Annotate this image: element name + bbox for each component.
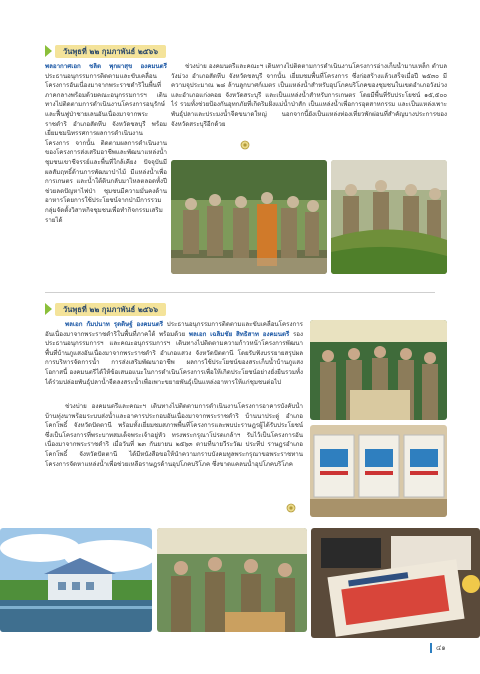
page-number-bar: [430, 643, 432, 653]
royal-emblem-icon: [240, 140, 250, 150]
section2-photo-fish-release: [311, 528, 480, 638]
section2-p2-body: ช่วงบ่าย องคมนตรีและคณะฯ เดินทางไปติดตามการดำเนินงานโครงการอาคารบังคับน้ำบ้านทุ่งนาพร้อมระบบส่งน้ำและอาคารประกอบอันเนื่องมาจากพระราชดำริ บ้านนาประดู่ อำเภอโคกโพธิ์ จังหวัดปัตตานี พร้อมทั้งเยี่ยมชมสภาพพื้นที่โครงการและพบปะราษฎรผู้ได้รับประโยชน์ ซึ่งเป็นโครงการที่พระบาทสมเด็จพระเจ้าอยู่หัว ทรงพระกรุณาโปรดเกล้าฯ รับไว้เป็นโครงการอันเนื่องมาจากพระราชดำริ เมื่อวันที่ ๒๓ กันยายน ๒๕๖๓ ตามที่นายวีระวัฒ ประทีป ราษฎรอำเภอโคกโพธิ์ จังหวัดปัตตานี ได้มีหนังสือขอให้นำความกราบบังคมทูลพระกรุณาขอพระราชทานโครงการจัดหาแหล่งน้ำเพื่อช่วยเหลือราษฎรด้านอุปโภคบริโภค ซึ่งขาดแคลนน้ำอุปโภคบริโภค: [45, 403, 303, 468]
section2-p1-body-a: ประธานอนุกรรมการติดตามและขับเคลื่อนโครงการอันเนื่องมาจากพระราชดำริในพื้นที่ภาคใต้ พร้อมด้วย: [45, 321, 303, 338]
section2-paragraph2: [45, 402, 303, 514]
section2-paragraph1: [45, 320, 303, 402]
chevron-right-icon: [45, 303, 52, 315]
section1-date-header: [45, 44, 166, 58]
section2-date: วันพุธที่ ๒๒ กุมภาพันธ์ ๒๕๖๖: [55, 303, 166, 316]
page-number: ๔๑: [436, 644, 446, 652]
section1-right-text: [171, 62, 447, 154]
section-divider: [45, 292, 435, 293]
chevron-right-icon: [45, 45, 52, 57]
section2-photo-officials: [157, 528, 307, 632]
section1-person-name: พลอากาศเอก ชลิต พุกผาสุข องคมนตรี: [45, 63, 167, 70]
section1-left-body: ประธานอนุกรรมการติดตามและขับเคลื่อนโครงการอันเนื่องมาจากพระราชดำริในพื้นที่ภาคกลางพร้อมด้วยคณะอนุกรรมการฯ เดินทางไปติดตามการดำเนินงานโครงการอนุรักษ์และฟื้นฟูป่าชายเลนอันเนื่องมาจากพระราชดำริ อำเภอสัตหีบ จังหวัดชลบุรี พร้อมเยี่ยมชมนิทรรศการผลการดำเนินงานโครงการ จากนั้น ติดตามผลการดำเนินงานของโครงการส่งเสริมอาชีพและพัฒนาแหล่งน้ำชุมชนเขาชีจรรย์และพื้นที่ใกล้เคียง ปัจจุบันมีผลสัมฤทธิ์ด้านการพัฒนาป่าไม้ มีแหล่งน้ำเพื่อการเกษตร และน้ำใต้ดินกลับมาไหลตลอดทั้งปี ช่วยลดปัญหาไฟป่า ชุมชนมีความมั่นคงด้านอาหารโดยการใช้ประโยชน์จากป่ามีการรวมกลุ่มจัดตั้งวิสาหกิจชุมชนเพื่อทำกิจกรรมเสริมรายได้: [45, 72, 167, 224]
section1-right-body: ช่วงบ่าย องคมนตรีและคณะฯ เดินทางไปติดตามการดำเนินงานโครงการอ่างเก็บน้ำมาบเหล็ก ตำบลวังม่วง อำเภอสัตหีบ จังหวัดชลบุรี จากนั้น เยี่ยมชมพื้นที่โครงการ ซึ่งก่อสร้างแล้วเสร็จเมื่อปี ๒๕๓๐ มีความจุประมาณ ๒๘ ล้านลูกบาศก์เมตร เป็นแหล่งน้ำสำหรับอุปโภคบริโภคของชุมชนในเขตอำเภอวังม่วงและอำเภอแก่งคอย จังหวัดสระบุรี และเป็นแหล่งน้ำสำหรับการเกษตร โดยมีพื้นที่รับประโยชน์ ๑๕,๕๐๐ ไร่ รวมทั้งช่วยป้องกันอุทกภัยที่เกิดริมฝั่งแม่น้ำป่าสัก เป็นแหล่งน้ำเพื่อการอุตสาหกรรม และเป็นแหล่งเพาะพันธุ์ปลาและประมงน้ำจืดขนาดใหญ่ นอกจากนี้ยังเป็นแหล่งท่องเที่ยวพักผ่อนที่สำคัญบางประการของจังหวัดสระบุรีอีกด้วย: [171, 63, 447, 128]
royal-emblem-icon: [286, 503, 296, 513]
section2-photo-meeting: [310, 320, 447, 420]
section1-left-text: [45, 62, 167, 272]
section2-photo-water-building: [0, 528, 152, 632]
section1-photo-group-visit: [171, 160, 327, 274]
section2-date-header: [45, 302, 166, 316]
section2-person-name2: พลเอก เฉลิมชัย สิทธิสาท องคมนตรี: [188, 330, 290, 338]
decor-circle: [462, 575, 480, 593]
section1-date: วันพุธที่ ๒๒ กุมภาพันธ์ ๒๕๖๖: [55, 45, 166, 58]
section2-person-name: พลเอก กัมปนาท รุดดิษฐ์ องคมนตรี: [65, 321, 164, 328]
section2-photo-products: [310, 425, 447, 517]
section1-photo-inspection: [331, 160, 447, 274]
section2-p1-body-b: รองประธานอนุกรรมการฯ และคณะอนุกรรมการฯ เดินทางไปติดตามความก้าวหน้าโครงการพัฒนาพื้นที่บ้านภูแสงอันเนื่องมาจากพระราชดำริ อำเภอแสวง จังหวัดปัตตานี โดยรับฟังบรรยายสรุปผลการบริหารจัดการน้ำ การส่งเสริมพัฒนาอาชีพ ผลการใช้ประโยชน์ของสระเก็บน้ำบ้านภูแสง โอกาสนี้ องคมนตรีได้ให้ข้อเสนอแนะในการดำเนินโครงการเพื่อให้เกิดประโยชน์อย่างยั่งยืนรวมทั้งได้ร่วมปล่อยพันธุ์ปลาน้ำจืดลงสระน้ำเพื่อเพาะขยายพันธุ์เป็นแหล่งอาหารให้แก่ชุมชนต่อไป: [45, 330, 303, 386]
